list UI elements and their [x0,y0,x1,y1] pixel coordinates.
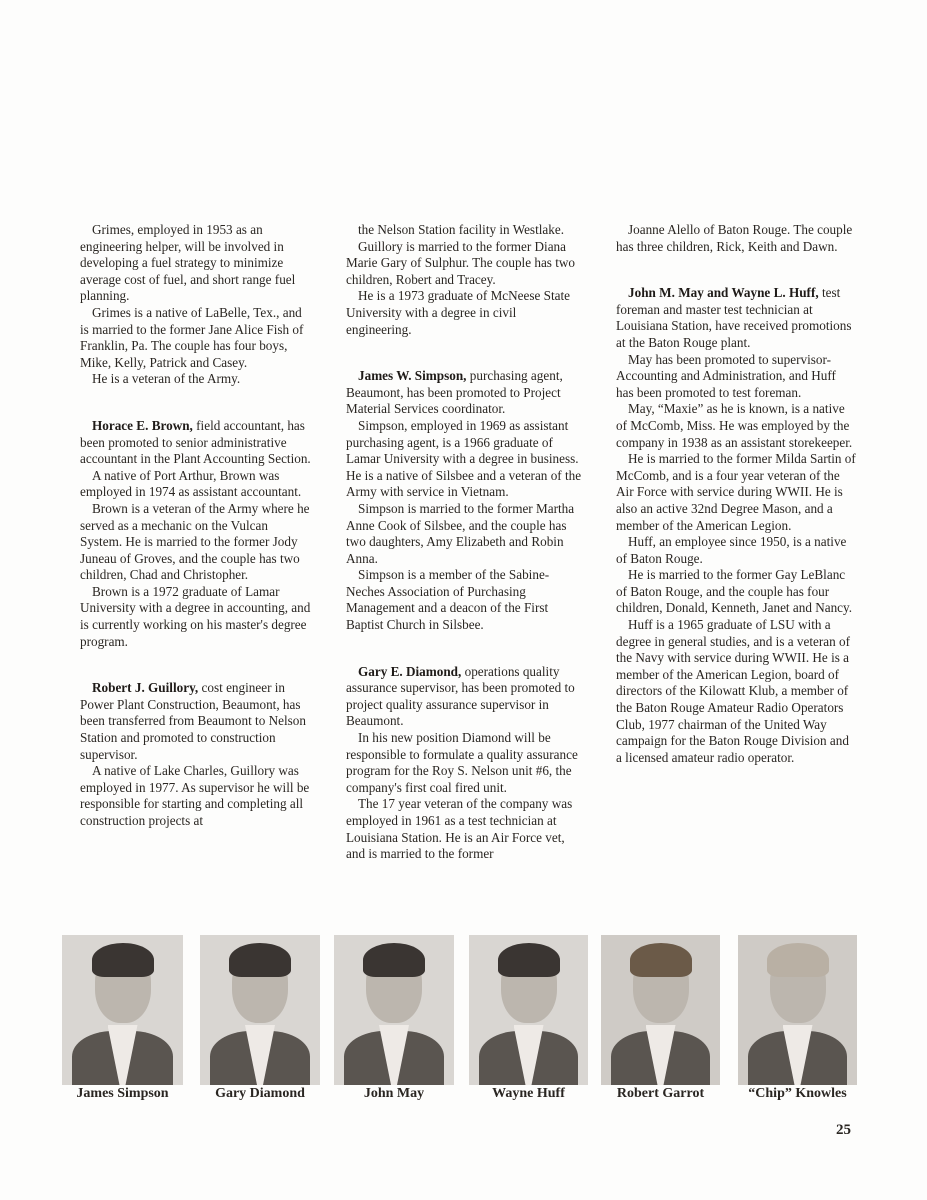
paragraph [616,534,856,567]
paragraph [616,285,856,351]
photo-caption: James Simpson [76,1086,169,1101]
paragraph-text: the Nelson Station facility in Westlake. [358,222,564,237]
paragraph-text: A native of Port Arthur, Brown was employed in 1974 as assistant accountant. [80,467,302,500]
paragraph-text: test foreman and master test technician at Louisiana Station, have received promotions at the Baton Rouge plant. [616,285,852,350]
paragraph-text: May, “Maxie” as he is known, is a native of McComb, Miss. He was employed by the company in 1938 as an assistant storekeeper. [616,401,853,450]
paragraph-text: Grimes is a native of LaBelle, Tex., and is married to the former Jane Alice Fish of Franklin, Pa. The couple has four boys, Mike, Kelly, Patrick and Casey. [80,304,304,370]
paragraph [80,468,312,501]
photo-caption: Wayne Huff [492,1086,565,1101]
paragraph [616,567,856,617]
paragraph [616,451,856,534]
paragraph-text: Joanne Alello of Baton Rouge. The couple has three children, Rick, Keith and Dawn. [616,222,853,254]
article [616,285,856,766]
paragraph [80,305,312,371]
paragraph-text: Huff is a 1965 graduate of LSU with a degree in general studies, and is a veteran of the Navy with service during WWII. He is a member of the American Legion, board of directors of the Kilowatt Klub, a member of the Baton Rouge Amateur Radio Operators Club, 1977 chairman of the United Way campaign for the Baton Rouge Division and a licensed amateur radio operator. [616,617,850,765]
paragraph [80,222,312,305]
paragraph [346,239,582,289]
paragraph [346,288,582,338]
paragraph [346,664,582,730]
paragraph [80,584,312,650]
photo-caption: Robert Garrot [616,1086,705,1101]
paragraph-text: May has been promoted to supervisor-Accounting and Administration, and Huff has been promoted to test foreman. [616,351,836,400]
paragraph-text: Simpson is married to the former Martha Anne Cook of Silsbee, and the couple has two daughters, Amy Elizabeth and Robin Anna. [346,500,575,566]
portrait-photo [601,935,720,1085]
paragraph [616,222,856,255]
paragraph-text: Simpson, employed in 1969 as assistant purchasing agent, is a 1966 graduate of Lamar University with a degree in business. He is a native of Silsbee and a veteran of the Army with service in Vietnam. [346,417,582,500]
paragraph [346,418,582,501]
paragraph-text: purchasing agent, Beaumont, has been promoted to Project Material Services coordinator. [346,368,563,417]
paragraph [346,501,582,567]
paragraph-text: Simpson is a member of the Sabine-Neches Association of Purchasing Management and a deacon of the First Baptist Church in Silsbee. [346,567,550,633]
person-name: Gary E. Diamond, [358,663,462,679]
article [80,418,312,650]
paragraph [80,763,312,829]
portrait-photo [62,935,183,1085]
paragraph-text: In his new position Diamond will be responsible to formulate a quality assurance program for the Roy S. Nelson unit #6, the company's first coal fired unit. [346,730,578,795]
paragraph-text: Grimes, employed in 1953 as an engineering helper, will be involved in developing a fuel strategy to minimize average cost of fuel, and short range fuel planning. [80,222,296,304]
portrait-photo [469,935,588,1085]
paragraph [346,730,582,796]
article [80,680,312,829]
paragraph [346,368,582,418]
photo-caption: Gary Diamond [215,1086,305,1101]
paragraph [616,352,856,402]
paragraph-text: He is a veteran of the Army. [92,371,241,387]
portrait-photo [334,935,454,1085]
paragraph [616,617,856,766]
paragraph [346,796,582,862]
person-name: James W. Simpson, [358,368,467,384]
article [80,222,312,388]
portrait-photo [200,935,320,1085]
paragraph-text: He is married to the former Gay LeBlanc of Baton Rouge, and the couple has four children, Donald, Kenneth, Janet and Nancy. [616,567,853,616]
page-number: 25 [836,1122,851,1138]
paragraph [80,680,312,763]
paragraph [346,567,582,633]
paragraph [80,501,312,584]
person-name: Horace E. Brown, [92,417,193,433]
paragraph [80,418,312,468]
paragraph-text: cost engineer in Power Plant Construction, Beaumont, has been transferred from Beaumont to Nelson Station and promoted to construction supervisor. [80,680,306,762]
photo-caption: “Chip” Knowles [748,1086,847,1101]
paragraph-text: operations quality assurance supervisor, has been promoted to project quality assurance supervisor in Beaumont. [346,663,575,729]
paragraph-text: The 17 year veteran of the company was employed in 1961 as a test technician at Louisiana Station. He is an Air Force vet, and is married to the former [346,796,573,862]
paragraph-text: Guillory is married to the former Diana Marie Gary of Sulphur. The couple has two children, Robert and Tracey. [346,238,576,287]
portrait-photo [738,935,857,1085]
paragraph-text: Brown is a veteran of the Army where he served as a mechanic on the Vulcan System. He is married to the former Jody Juneau of Groves, and the couple has two children, Chad and Christopher. [80,500,310,583]
person-name: Robert J. Guillory, [92,680,199,696]
article [346,368,582,634]
article [346,664,582,863]
paragraph-text: Brown is a 1972 graduate of Lamar University with a degree in accounting, and is currently working on his master's degree program. [80,583,311,649]
paragraph-text: Huff, an employee since 1950, is a native of Baton Rouge. [616,534,847,566]
paragraph-text: He is married to the former Milda Sartin of McComb, and is a four year veteran of the Air Force with service during WWII. He is also an active 32nd Degree Mason, and a member of the American Legion. [616,451,856,533]
paragraph [346,222,582,239]
column-3 [616,222,856,766]
column-2 [346,222,582,863]
article [346,222,582,338]
article [616,222,856,255]
paragraph [80,371,312,388]
paragraph [616,401,856,451]
paragraph-text: field accountant, has been promoted to senior administrative accountant in the Plant Accounting Section. [80,417,311,467]
photo-caption: John May [363,1086,425,1101]
person-name: John M. May and Wayne L. Huff, [628,285,819,301]
column-1 [80,222,312,830]
paragraph-text: A native of Lake Charles, Guillory was employed in 1977. As supervisor he will be responsible for starting and completing all construction projects at [80,763,310,828]
paragraph-text: He is a 1973 graduate of McNeese State University with a degree in civil engineering. [346,288,571,337]
